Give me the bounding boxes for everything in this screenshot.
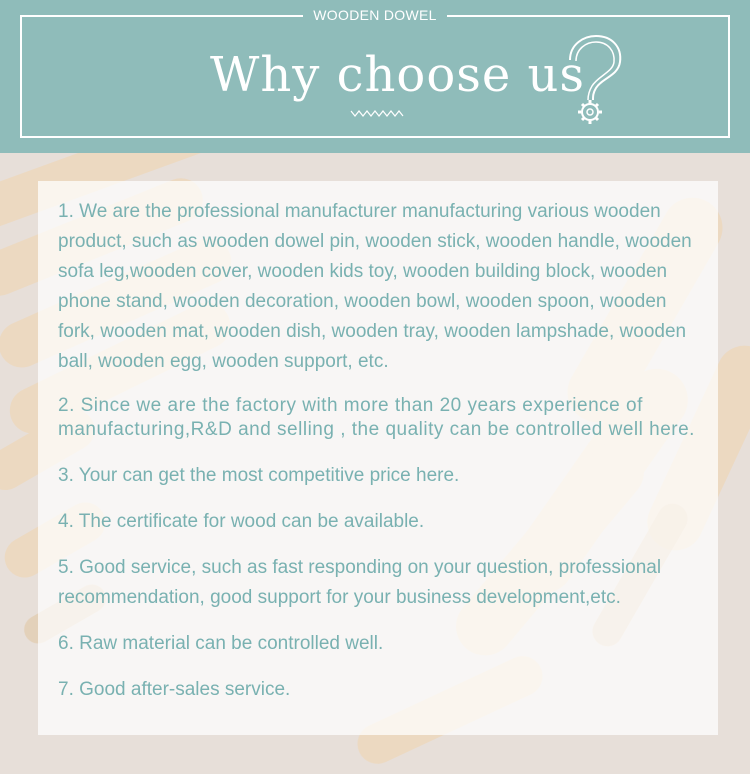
reason-item-4: 4. The certificate for wood can be available. xyxy=(58,511,425,532)
reason-item-2: 2. Since we are the factory with more than 20 years experience of manufacturing,R&D and selling , the quality can be controlled well here. xyxy=(58,395,695,440)
zigzag-icon xyxy=(350,108,404,120)
reason-item-1: 1. We are the professional manufacturer manufacturing various wooden product, such as wooden dowel pin, wooden stick, wooden handle, wooden sofa leg,wooden cover, wooden kids toy, wooden building block, wooden phone stand, wooden decoration, wooden bowl, wooden spoon, wooden fork, wooden mat, wooden dish, wooden tray, wooden lampshade, wooden ball, wooden egg, wooden support, etc. xyxy=(58,201,692,372)
reason-item-6: 6. Raw material can be controlled well. xyxy=(58,633,384,654)
page-title: Why choose us xyxy=(210,47,586,103)
reason-item-5: 5. Good service, such as fast responding on your question, professional recommendation, good support for your business development,etc. xyxy=(58,557,662,608)
header-banner xyxy=(0,0,750,153)
header-tag: WOODEN DOWEL xyxy=(303,5,447,25)
reason-item-7: 7. Good after-sales service. xyxy=(58,679,291,700)
reason-item-3: 3. Your can get the most competitive price here. xyxy=(58,465,460,486)
reasons-card xyxy=(38,181,718,735)
question-gear-icon xyxy=(562,34,624,128)
